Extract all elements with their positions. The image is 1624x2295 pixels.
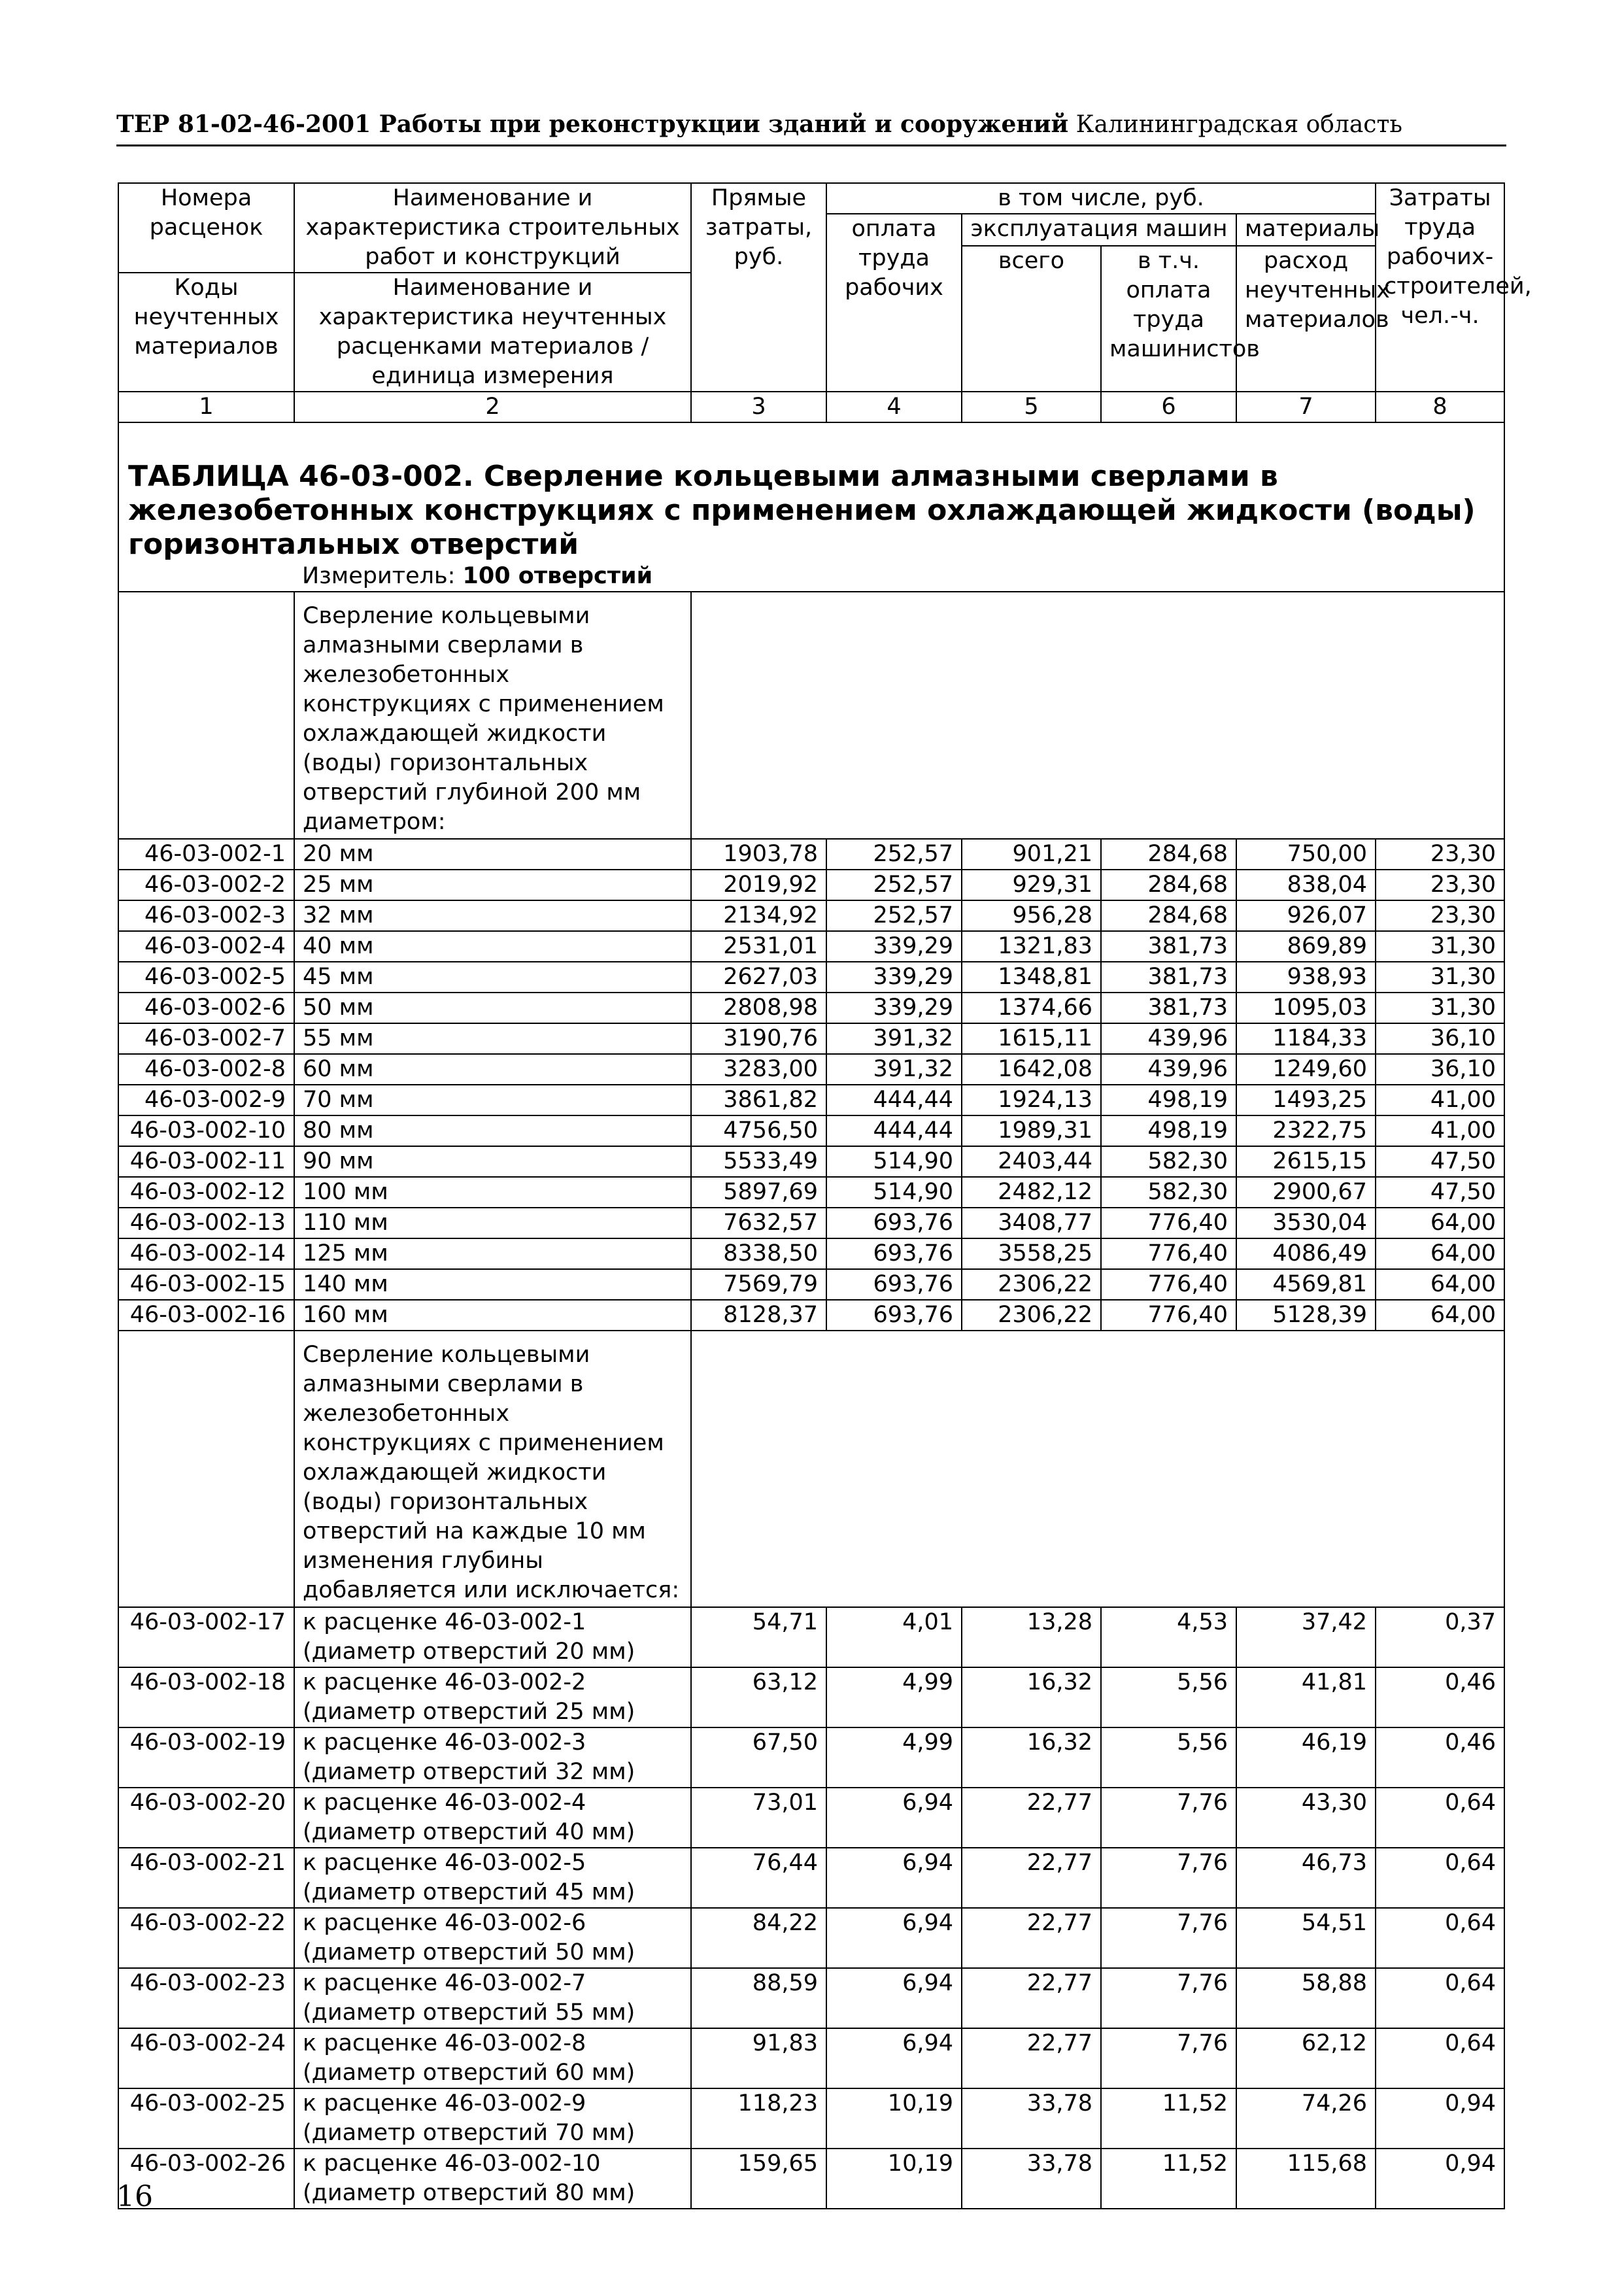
work-name: 40 мм bbox=[294, 931, 691, 962]
value-c3: 88,59 bbox=[691, 1968, 826, 2028]
rate-code: 46-03-002-4 bbox=[118, 931, 294, 962]
value-c5: 1924,13 bbox=[962, 1085, 1101, 1115]
work-name bbox=[294, 1968, 691, 2028]
value-c6: 11,52 bbox=[1101, 2088, 1236, 2149]
work-name: 160 мм bbox=[294, 1300, 691, 1331]
value-c8: 0,46 bbox=[1376, 1667, 1504, 1727]
col2-top-header: Наименование и характеристика строительных работ и конструкций bbox=[294, 183, 691, 273]
column-number: 1 bbox=[118, 392, 294, 422]
value-c8: 0,46 bbox=[1376, 1727, 1504, 1788]
table-row bbox=[118, 839, 1504, 870]
value-c6: 776,40 bbox=[1101, 1300, 1236, 1331]
work-name: 90 мм bbox=[294, 1146, 691, 1177]
value-c4: 4,01 bbox=[826, 1607, 962, 1667]
value-c5: 33,78 bbox=[962, 2149, 1101, 2209]
value-c8: 23,30 bbox=[1376, 870, 1504, 900]
value-c5: 1615,11 bbox=[962, 1023, 1101, 1054]
meter-row bbox=[118, 562, 1504, 592]
value-c3: 4756,50 bbox=[691, 1115, 826, 1146]
value-c7: 1095,03 bbox=[1236, 993, 1376, 1023]
work-name: 60 мм bbox=[294, 1054, 691, 1085]
table-row bbox=[118, 870, 1504, 900]
region-name: Калининградская область bbox=[1075, 111, 1402, 138]
value-c4: 10,19 bbox=[826, 2149, 962, 2209]
table-row bbox=[118, 1968, 1504, 2028]
work-name: 80 мм bbox=[294, 1115, 691, 1146]
column-number: 8 bbox=[1376, 392, 1504, 422]
table-row bbox=[118, 1208, 1504, 1238]
work-name-line: к расценке 46-03-002-1 bbox=[303, 1609, 586, 1635]
value-c8: 41,00 bbox=[1376, 1085, 1504, 1115]
meter-value: 100 отверстий bbox=[462, 563, 653, 589]
value-c4: 391,32 bbox=[826, 1054, 962, 1085]
rate-code: 46-03-002-7 bbox=[118, 1023, 294, 1054]
table-row bbox=[118, 1788, 1504, 1848]
materials-header: материалы bbox=[1236, 214, 1376, 246]
value-c3: 3283,00 bbox=[691, 1054, 826, 1085]
value-c7: 838,04 bbox=[1236, 870, 1376, 900]
value-c3: 159,65 bbox=[691, 2149, 826, 2209]
work-name-detail: (диаметр отверстий 60 мм) bbox=[303, 2060, 635, 2086]
value-c6: 381,73 bbox=[1101, 962, 1236, 993]
work-name-detail: (диаметр отверстий 50 мм) bbox=[303, 1939, 635, 1965]
value-c8: 64,00 bbox=[1376, 1300, 1504, 1331]
value-c8: 0,64 bbox=[1376, 1908, 1504, 1968]
value-c4: 4,99 bbox=[826, 1667, 962, 1727]
value-c4: 693,76 bbox=[826, 1238, 962, 1269]
value-c3: 118,23 bbox=[691, 2088, 826, 2149]
value-c5: 22,77 bbox=[962, 1788, 1101, 1848]
value-c8: 0,94 bbox=[1376, 2149, 1504, 2209]
value-c7: 869,89 bbox=[1236, 931, 1376, 962]
value-c6: 284,68 bbox=[1101, 870, 1236, 900]
value-c6: 5,56 bbox=[1101, 1667, 1236, 1727]
value-c3: 1903,78 bbox=[691, 839, 826, 870]
value-c5: 22,77 bbox=[962, 1848, 1101, 1908]
value-c7: 2615,15 bbox=[1236, 1146, 1376, 1177]
value-c8: 0,94 bbox=[1376, 2088, 1504, 2149]
value-c8: 23,30 bbox=[1376, 900, 1504, 931]
table-row bbox=[118, 1269, 1504, 1300]
work-name: 100 мм bbox=[294, 1177, 691, 1208]
value-c7: 54,51 bbox=[1236, 1908, 1376, 1968]
column-number: 2 bbox=[294, 392, 691, 422]
running-header bbox=[116, 107, 1506, 146]
value-c7: 4086,49 bbox=[1236, 1238, 1376, 1269]
work-name-line: к расценке 46-03-002-6 bbox=[303, 1910, 586, 1936]
table-row bbox=[118, 2028, 1504, 2088]
value-c5: 22,77 bbox=[962, 1908, 1101, 1968]
value-c3: 8338,50 bbox=[691, 1238, 826, 1269]
value-c7: 938,93 bbox=[1236, 962, 1376, 993]
work-name: 45 мм bbox=[294, 962, 691, 993]
value-c7: 1493,25 bbox=[1236, 1085, 1376, 1115]
value-c8: 64,00 bbox=[1376, 1208, 1504, 1238]
value-c6: 284,68 bbox=[1101, 839, 1236, 870]
table-row bbox=[118, 1054, 1504, 1085]
rate-code: 46-03-002-8 bbox=[118, 1054, 294, 1085]
value-c4: 444,44 bbox=[826, 1085, 962, 1115]
value-c5: 2306,22 bbox=[962, 1300, 1101, 1331]
work-name bbox=[294, 1727, 691, 1788]
column-number: 6 bbox=[1101, 392, 1236, 422]
value-c6: 776,40 bbox=[1101, 1269, 1236, 1300]
value-c6: 7,76 bbox=[1101, 1968, 1236, 2028]
table-row bbox=[118, 1607, 1504, 1667]
value-c5: 901,21 bbox=[962, 839, 1101, 870]
value-c7: 926,07 bbox=[1236, 900, 1376, 931]
value-c7: 58,88 bbox=[1236, 1968, 1376, 2028]
col7-header: расход неучтенных материалов bbox=[1236, 246, 1376, 392]
value-c3: 5533,49 bbox=[691, 1146, 826, 1177]
work-name bbox=[294, 2149, 691, 2209]
value-c4: 252,57 bbox=[826, 839, 962, 870]
value-c3: 2134,92 bbox=[691, 900, 826, 931]
value-c5: 3408,77 bbox=[962, 1208, 1101, 1238]
value-c5: 16,32 bbox=[962, 1667, 1101, 1727]
value-c6: 284,68 bbox=[1101, 900, 1236, 931]
table-row bbox=[118, 1727, 1504, 1788]
work-name bbox=[294, 1848, 691, 1908]
work-name: 25 мм bbox=[294, 870, 691, 900]
value-c7: 41,81 bbox=[1236, 1667, 1376, 1727]
table-row bbox=[118, 1238, 1504, 1269]
value-c7: 115,68 bbox=[1236, 2149, 1376, 2209]
table-row bbox=[118, 900, 1504, 931]
rate-code: 46-03-002-23 bbox=[118, 1968, 294, 2028]
value-c8: 41,00 bbox=[1376, 1115, 1504, 1146]
value-c5: 1989,31 bbox=[962, 1115, 1101, 1146]
work-name bbox=[294, 2088, 691, 2149]
column-number: 5 bbox=[962, 392, 1101, 422]
value-c8: 31,30 bbox=[1376, 993, 1504, 1023]
value-c8: 0,64 bbox=[1376, 2028, 1504, 2088]
value-c4: 6,94 bbox=[826, 1788, 962, 1848]
rate-code: 46-03-002-1 bbox=[118, 839, 294, 870]
value-c6: 7,76 bbox=[1101, 1848, 1236, 1908]
value-c8: 0,64 bbox=[1376, 1788, 1504, 1848]
col6-header: в т.ч. оплата труда машинистов bbox=[1101, 246, 1236, 392]
value-c6: 5,56 bbox=[1101, 1727, 1236, 1788]
value-c3: 2019,92 bbox=[691, 870, 826, 900]
value-c8: 0,64 bbox=[1376, 1968, 1504, 2028]
value-c3: 3190,76 bbox=[691, 1023, 826, 1054]
table-row bbox=[118, 1300, 1504, 1331]
rate-code: 46-03-002-26 bbox=[118, 2149, 294, 2209]
value-c5: 22,77 bbox=[962, 2028, 1101, 2088]
table-row bbox=[118, 2088, 1504, 2149]
value-c3: 84,22 bbox=[691, 1908, 826, 1968]
value-c7: 3530,04 bbox=[1236, 1208, 1376, 1238]
value-c6: 439,96 bbox=[1101, 1054, 1236, 1085]
value-c6: 7,76 bbox=[1101, 2028, 1236, 2088]
value-c5: 1642,08 bbox=[962, 1054, 1101, 1085]
value-c5: 1321,83 bbox=[962, 931, 1101, 962]
section2-rows bbox=[118, 1607, 1504, 2209]
table-row bbox=[118, 993, 1504, 1023]
work-name-line: к расценке 46-03-002-7 bbox=[303, 1970, 586, 1996]
value-c8: 47,50 bbox=[1376, 1177, 1504, 1208]
work-name-line: к расценке 46-03-002-5 bbox=[303, 1850, 586, 1876]
work-name-detail: (диаметр отверстий 20 мм) bbox=[303, 1639, 635, 1665]
value-c4: 444,44 bbox=[826, 1115, 962, 1146]
including-header: в том числе, руб. bbox=[826, 183, 1376, 214]
rate-code: 46-03-002-6 bbox=[118, 993, 294, 1023]
section2-description-row bbox=[118, 1331, 1504, 1607]
value-c3: 7569,79 bbox=[691, 1269, 826, 1300]
work-name: 140 мм bbox=[294, 1269, 691, 1300]
table-row bbox=[118, 1908, 1504, 1968]
section1-description: Сверление кольцевыми алмазными сверлами в железобетонных конструкциях с применением охлаждающей жидкости (воды) горизонтальных отверстий глубиной 200 мм диаметром: bbox=[294, 592, 691, 839]
column-number: 4 bbox=[826, 392, 962, 422]
value-c8: 23,30 bbox=[1376, 839, 1504, 870]
work-name: 32 мм bbox=[294, 900, 691, 931]
value-c7: 750,00 bbox=[1236, 839, 1376, 870]
table-row bbox=[118, 1848, 1504, 1908]
work-name-line: к расценке 46-03-002-8 bbox=[303, 2030, 586, 2056]
col4-header: оплата труда рабочих bbox=[826, 214, 962, 392]
work-name bbox=[294, 1607, 691, 1667]
rate-code: 46-03-002-22 bbox=[118, 1908, 294, 1968]
work-name bbox=[294, 1908, 691, 1968]
value-c6: 4,53 bbox=[1101, 1607, 1236, 1667]
work-name-line: к расценке 46-03-002-4 bbox=[303, 1790, 586, 1816]
document-title: ТЕР 81-02-46-2001 Работы при реконструкции зданий и сооружений bbox=[116, 110, 1069, 138]
value-c7: 46,19 bbox=[1236, 1727, 1376, 1788]
value-c8: 36,10 bbox=[1376, 1054, 1504, 1085]
value-c3: 8128,37 bbox=[691, 1300, 826, 1331]
value-c4: 252,57 bbox=[826, 900, 962, 931]
value-c4: 693,76 bbox=[826, 1300, 962, 1331]
rate-code: 46-03-002-19 bbox=[118, 1727, 294, 1788]
value-c4: 6,94 bbox=[826, 1968, 962, 2028]
value-c3: 67,50 bbox=[691, 1727, 826, 1788]
value-c5: 929,31 bbox=[962, 870, 1101, 900]
table-row bbox=[118, 1667, 1504, 1727]
rate-code: 46-03-002-10 bbox=[118, 1115, 294, 1146]
table-row bbox=[118, 962, 1504, 993]
value-c6: 582,30 bbox=[1101, 1146, 1236, 1177]
value-c3: 2531,01 bbox=[691, 931, 826, 962]
value-c3: 54,71 bbox=[691, 1607, 826, 1667]
value-c5: 13,28 bbox=[962, 1607, 1101, 1667]
work-name-line: к расценке 46-03-002-10 bbox=[303, 2150, 601, 2177]
value-c4: 514,90 bbox=[826, 1146, 962, 1177]
value-c4: 4,99 bbox=[826, 1727, 962, 1788]
work-name-detail: (диаметр отверстий 45 мм) bbox=[303, 1879, 635, 1905]
value-c5: 2482,12 bbox=[962, 1177, 1101, 1208]
value-c7: 37,42 bbox=[1236, 1607, 1376, 1667]
col5-header: всего bbox=[962, 246, 1101, 392]
col2-bottom-header: Наименование и характеристика неучтенных расценками материалов / единица измерения bbox=[294, 273, 691, 392]
value-c7: 5128,39 bbox=[1236, 1300, 1376, 1331]
rate-code: 46-03-002-18 bbox=[118, 1667, 294, 1727]
table-row bbox=[118, 1085, 1504, 1115]
rate-code: 46-03-002-21 bbox=[118, 1848, 294, 1908]
value-c3: 2808,98 bbox=[691, 993, 826, 1023]
value-c8: 64,00 bbox=[1376, 1269, 1504, 1300]
value-c3: 73,01 bbox=[691, 1788, 826, 1848]
value-c3: 63,12 bbox=[691, 1667, 826, 1727]
value-c7: 2900,67 bbox=[1236, 1177, 1376, 1208]
rate-code: 46-03-002-2 bbox=[118, 870, 294, 900]
value-c6: 7,76 bbox=[1101, 1788, 1236, 1848]
value-c3: 76,44 bbox=[691, 1848, 826, 1908]
column-number: 3 bbox=[691, 392, 826, 422]
rate-code: 46-03-002-5 bbox=[118, 962, 294, 993]
section2-description: Сверление кольцевыми алмазными сверлами в железобетонных конструкциях с применением охлаждающей жидкости (воды) горизонтальных отверстий на каждые 10 мм изменения глубины добавляется или исключается: bbox=[294, 1331, 691, 1607]
work-name-detail: (диаметр отверстий 32 мм) bbox=[303, 1759, 635, 1785]
value-c6: 498,19 bbox=[1101, 1115, 1236, 1146]
work-name-line: к расценке 46-03-002-9 bbox=[303, 2090, 586, 2116]
value-c6: 381,73 bbox=[1101, 931, 1236, 962]
table-row bbox=[118, 931, 1504, 962]
value-c4: 252,57 bbox=[826, 870, 962, 900]
rate-code: 46-03-002-25 bbox=[118, 2088, 294, 2149]
value-c8: 0,64 bbox=[1376, 1848, 1504, 1908]
table-title-row bbox=[118, 422, 1504, 562]
value-c6: 381,73 bbox=[1101, 993, 1236, 1023]
value-c8: 36,10 bbox=[1376, 1023, 1504, 1054]
table-title: ТАБЛИЦА 46-03-002. Сверление кольцевыми алмазными сверлами в железобетонных конструкциях с применением охлаждающей жидкости (воды) горизонтальных отверстий bbox=[128, 460, 1476, 561]
value-c5: 33,78 bbox=[962, 2088, 1101, 2149]
work-name: 110 мм bbox=[294, 1208, 691, 1238]
work-name: 55 мм bbox=[294, 1023, 691, 1054]
value-c5: 1348,81 bbox=[962, 962, 1101, 993]
rates-table bbox=[118, 182, 1532, 2209]
value-c5: 1374,66 bbox=[962, 993, 1101, 1023]
value-c7: 43,30 bbox=[1236, 1788, 1376, 1848]
value-c3: 2627,03 bbox=[691, 962, 826, 993]
value-c6: 776,40 bbox=[1101, 1208, 1236, 1238]
value-c7: 1184,33 bbox=[1236, 1023, 1376, 1054]
value-c5: 956,28 bbox=[962, 900, 1101, 931]
value-c3: 7632,57 bbox=[691, 1208, 826, 1238]
value-c4: 693,76 bbox=[826, 1269, 962, 1300]
section1-description-row bbox=[118, 592, 1504, 839]
col1-top-header: Номера расценок bbox=[118, 183, 294, 273]
value-c8: 0,37 bbox=[1376, 1607, 1504, 1667]
rate-code: 46-03-002-20 bbox=[118, 1788, 294, 1848]
value-c6: 498,19 bbox=[1101, 1085, 1236, 1115]
column-number-row bbox=[118, 392, 1504, 422]
col1-bottom-header: Коды неучтенных материалов bbox=[118, 273, 294, 392]
table-row bbox=[118, 1177, 1504, 1208]
work-name-detail: (диаметр отверстий 40 мм) bbox=[303, 1819, 635, 1845]
column-number: 7 bbox=[1236, 392, 1376, 422]
value-c6: 776,40 bbox=[1101, 1238, 1236, 1269]
value-c5: 22,77 bbox=[962, 1968, 1101, 2028]
value-c4: 6,94 bbox=[826, 1908, 962, 1968]
rate-code: 46-03-002-24 bbox=[118, 2028, 294, 2088]
table-row bbox=[118, 1023, 1504, 1054]
work-name-detail: (диаметр отверстий 80 мм) bbox=[303, 2180, 635, 2206]
rate-code: 46-03-002-3 bbox=[118, 900, 294, 931]
value-c4: 6,94 bbox=[826, 1848, 962, 1908]
value-c3: 3861,82 bbox=[691, 1085, 826, 1115]
table-row bbox=[118, 2149, 1504, 2209]
value-c8: 64,00 bbox=[1376, 1238, 1504, 1269]
value-c7: 4569,81 bbox=[1236, 1269, 1376, 1300]
table-row bbox=[118, 1115, 1504, 1146]
meter-label: Измеритель: bbox=[302, 563, 456, 589]
rate-code: 46-03-002-17 bbox=[118, 1607, 294, 1667]
section1-rows bbox=[118, 839, 1504, 1331]
value-c8: 31,30 bbox=[1376, 962, 1504, 993]
value-c7: 62,12 bbox=[1236, 2028, 1376, 2088]
value-c7: 1249,60 bbox=[1236, 1054, 1376, 1085]
work-name-detail: (диаметр отверстий 55 мм) bbox=[303, 1999, 635, 2026]
value-c6: 582,30 bbox=[1101, 1177, 1236, 1208]
rate-code: 46-03-002-9 bbox=[118, 1085, 294, 1115]
value-c4: 339,29 bbox=[826, 993, 962, 1023]
work-name bbox=[294, 1788, 691, 1848]
value-c3: 91,83 bbox=[691, 2028, 826, 2088]
work-name-line: к расценке 46-03-002-3 bbox=[303, 1729, 586, 1756]
value-c4: 339,29 bbox=[826, 962, 962, 993]
col3-header: Прямые затраты, руб. bbox=[691, 183, 826, 392]
rate-code: 46-03-002-13 bbox=[118, 1208, 294, 1238]
value-c8: 31,30 bbox=[1376, 931, 1504, 962]
work-name: 50 мм bbox=[294, 993, 691, 1023]
value-c6: 11,52 bbox=[1101, 2149, 1236, 2209]
work-name: 20 мм bbox=[294, 839, 691, 870]
value-c5: 16,32 bbox=[962, 1727, 1101, 1788]
col8-header: Затраты труда рабочих-строителей, чел.-ч. bbox=[1376, 183, 1504, 392]
value-c5: 3558,25 bbox=[962, 1238, 1101, 1269]
value-c6: 7,76 bbox=[1101, 1908, 1236, 1968]
value-c7: 74,26 bbox=[1236, 2088, 1376, 2149]
value-c7: 46,73 bbox=[1236, 1848, 1376, 1908]
rate-code: 46-03-002-14 bbox=[118, 1238, 294, 1269]
value-c8: 47,50 bbox=[1376, 1146, 1504, 1177]
value-c3: 5897,69 bbox=[691, 1177, 826, 1208]
value-c5: 2306,22 bbox=[962, 1269, 1101, 1300]
machines-header: эксплуатация машин bbox=[962, 214, 1236, 246]
work-name-detail: (диаметр отверстий 70 мм) bbox=[303, 2120, 635, 2146]
work-name-line: к расценке 46-03-002-2 bbox=[303, 1669, 586, 1695]
work-name: 125 мм bbox=[294, 1238, 691, 1269]
value-c4: 693,76 bbox=[826, 1208, 962, 1238]
value-c4: 10,19 bbox=[826, 2088, 962, 2149]
rate-code: 46-03-002-15 bbox=[118, 1269, 294, 1300]
table-row bbox=[118, 1146, 1504, 1177]
rate-code: 46-03-002-11 bbox=[118, 1146, 294, 1177]
value-c4: 514,90 bbox=[826, 1177, 962, 1208]
value-c4: 391,32 bbox=[826, 1023, 962, 1054]
work-name bbox=[294, 2028, 691, 2088]
value-c4: 339,29 bbox=[826, 931, 962, 962]
work-name: 70 мм bbox=[294, 1085, 691, 1115]
work-name-detail: (диаметр отверстий 25 мм) bbox=[303, 1699, 635, 1725]
value-c6: 439,96 bbox=[1101, 1023, 1236, 1054]
rate-code: 46-03-002-16 bbox=[118, 1300, 294, 1331]
page-number: 16 bbox=[116, 2180, 153, 2213]
value-c4: 6,94 bbox=[826, 2028, 962, 2088]
value-c7: 2322,75 bbox=[1236, 1115, 1376, 1146]
value-c5: 2403,44 bbox=[962, 1146, 1101, 1177]
work-name bbox=[294, 1667, 691, 1727]
rate-code: 46-03-002-12 bbox=[118, 1177, 294, 1208]
